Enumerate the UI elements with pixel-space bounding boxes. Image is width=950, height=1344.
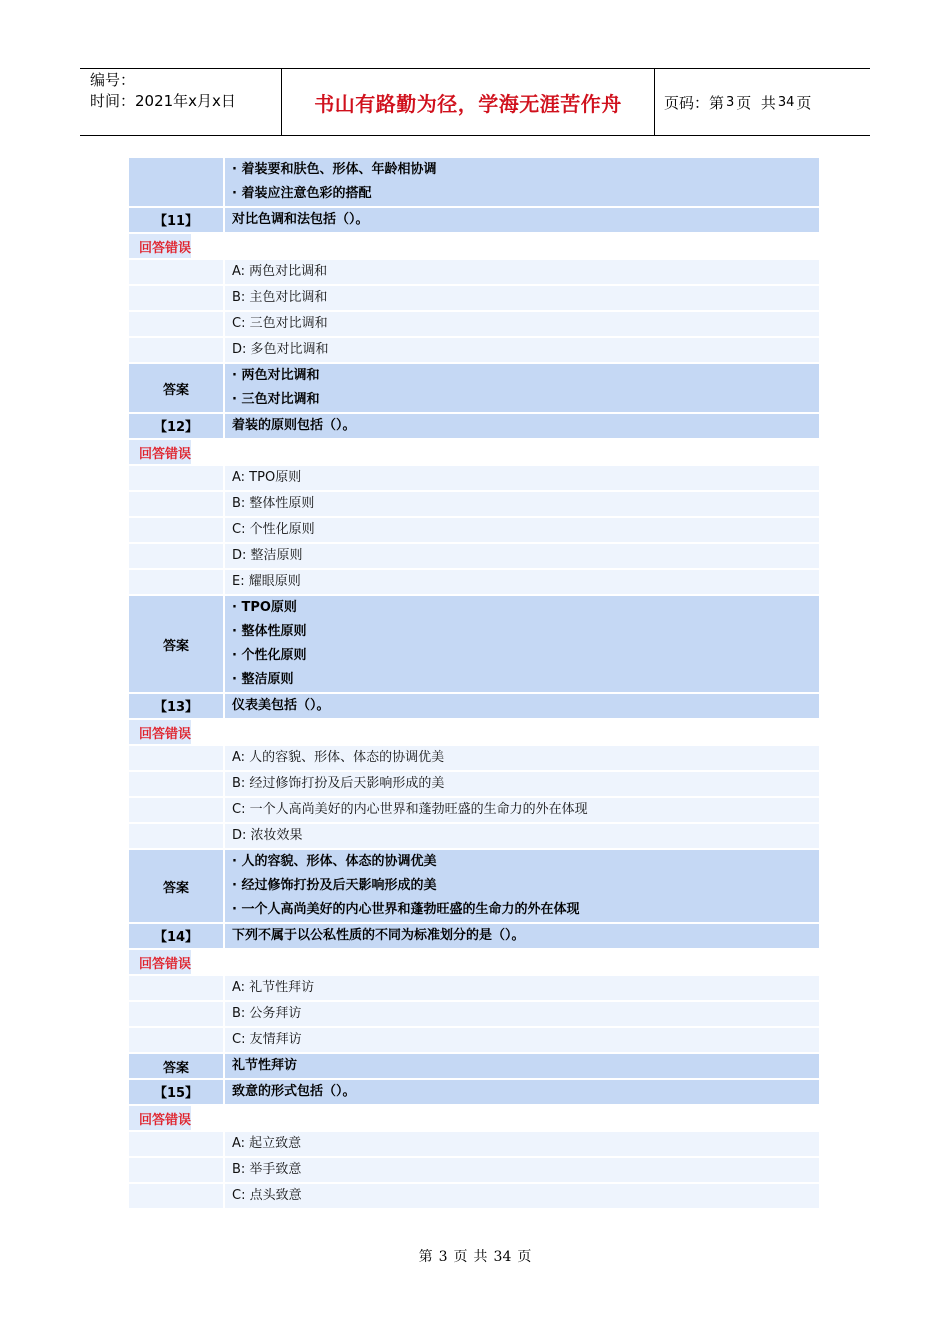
option-row xyxy=(129,976,819,1002)
option-cell xyxy=(223,1132,819,1156)
footer-current: 3 xyxy=(438,1249,448,1265)
option-spacer xyxy=(129,1028,223,1052)
option-spacer xyxy=(129,1184,223,1208)
answer-cell xyxy=(223,596,819,692)
answer-row xyxy=(129,850,819,924)
option-spacer xyxy=(129,518,223,542)
answer-cell xyxy=(223,1054,819,1078)
option-text: C: 一个人高尚美好的内心世界和蓬勃旺盛的生命力的外在体现 xyxy=(232,802,588,817)
option-cell xyxy=(223,518,819,542)
serial-label: 编号： xyxy=(90,71,136,89)
question-row xyxy=(129,414,819,440)
question-text: 着装的原则包括（）。 xyxy=(232,418,356,433)
option-cell xyxy=(223,746,819,770)
option-row xyxy=(129,772,819,798)
option-spacer xyxy=(129,286,223,310)
answer-line: · 人的容貌、形体、体态的协调优美 xyxy=(232,854,437,869)
question-number: 【11】 xyxy=(153,214,199,229)
answer-line: · 一个人高尚美好的内心世界和蓬勃旺盛的生命力的外在体现 xyxy=(232,902,580,917)
answer-row xyxy=(129,1054,819,1080)
footer-total: 34 xyxy=(493,1249,512,1265)
question-number: 【14】 xyxy=(153,930,199,945)
footer-p2: 页 xyxy=(453,1249,468,1265)
answer-line: 礼节性拜访 xyxy=(232,1058,298,1073)
option-row xyxy=(129,260,819,286)
option-spacer xyxy=(129,824,223,848)
answer-row xyxy=(129,596,819,694)
footer-p1: 第 xyxy=(418,1249,433,1265)
option-cell xyxy=(223,976,819,1000)
option-spacer xyxy=(129,260,223,284)
answer-line: · 两色对比调和 xyxy=(232,368,320,383)
question-number: 【15】 xyxy=(153,1086,199,1101)
wrong-row xyxy=(129,950,819,976)
option-text: A: TPO原则 xyxy=(232,470,302,485)
prev-answer-cell xyxy=(223,158,819,206)
option-row xyxy=(129,1002,819,1028)
option-spacer xyxy=(129,466,223,490)
quiz-table xyxy=(129,158,819,1210)
option-text: A: 人的容貌、形体、体态的协调优美 xyxy=(232,750,445,765)
wrong-label: 回答错误 xyxy=(129,720,191,744)
prev-answer-line: · 着装要和肤色、形体、年龄相协调 xyxy=(232,162,437,177)
option-text: B: 整体性原则 xyxy=(232,496,315,511)
option-spacer xyxy=(129,570,223,594)
option-spacer xyxy=(129,338,223,362)
answer-label: 答案 xyxy=(162,1060,189,1076)
option-text: A: 两色对比调和 xyxy=(232,264,328,279)
option-row xyxy=(129,312,819,338)
page-mid: 页 共 xyxy=(736,93,776,112)
option-row xyxy=(129,746,819,772)
footer-p3: 共 xyxy=(473,1249,488,1265)
option-text: C: 友情拜访 xyxy=(232,1032,302,1047)
option-row xyxy=(129,518,819,544)
answer-label: 答案 xyxy=(162,880,189,896)
answer-line: · 整体性原则 xyxy=(232,624,307,639)
option-text: D: 多色对比调和 xyxy=(232,342,329,357)
wrong-label: 回答错误 xyxy=(129,950,191,974)
option-spacer xyxy=(129,544,223,568)
option-text: D: 整洁原则 xyxy=(232,548,303,563)
option-text: A: 礼节性拜访 xyxy=(232,980,315,995)
option-text: C: 点头致意 xyxy=(232,1188,302,1203)
question-row xyxy=(129,924,819,950)
answer-label: 答案 xyxy=(162,382,189,398)
option-spacer xyxy=(129,312,223,336)
option-text: D: 浓妆效果 xyxy=(232,828,303,843)
option-cell xyxy=(223,544,819,568)
header-page-info xyxy=(664,68,811,136)
answer-line: · 经过修饰打扮及后天影响形成的美 xyxy=(232,878,437,893)
option-spacer xyxy=(129,1132,223,1156)
page-total: 34 xyxy=(777,94,795,110)
answer-line: · 个性化原则 xyxy=(232,648,307,663)
page-footer xyxy=(0,1246,950,1266)
header-motto: 书山有路勤为径，学海无涯苦作舟 xyxy=(314,91,622,116)
footer-p4: 页 xyxy=(517,1249,532,1265)
option-row xyxy=(129,286,819,312)
question-row xyxy=(129,208,819,234)
header-meta xyxy=(90,70,236,112)
option-cell xyxy=(223,1184,819,1208)
option-cell xyxy=(223,492,819,516)
option-cell xyxy=(223,338,819,362)
question-text: 仪表美包括（）。 xyxy=(232,698,330,713)
option-row xyxy=(129,544,819,570)
wrong-label: 回答错误 xyxy=(129,234,191,258)
prev-answer-line: · 着装应注意色彩的搭配 xyxy=(232,186,372,201)
question-text-cell xyxy=(223,208,819,232)
prev-answer-label-cell xyxy=(129,158,223,206)
option-cell xyxy=(223,798,819,822)
page-suffix: 页 xyxy=(796,93,812,112)
option-cell xyxy=(223,312,819,336)
option-row xyxy=(129,1158,819,1184)
option-spacer xyxy=(129,492,223,516)
question-text-cell xyxy=(223,924,819,948)
wrong-row xyxy=(129,234,819,260)
header-divider-right xyxy=(654,68,655,136)
option-spacer xyxy=(129,746,223,770)
option-cell xyxy=(223,466,819,490)
option-row xyxy=(129,798,819,824)
option-spacer xyxy=(129,976,223,1000)
wrong-row xyxy=(129,1106,819,1132)
option-text: C: 三色对比调和 xyxy=(232,316,328,331)
wrong-label: 回答错误 xyxy=(129,1106,191,1130)
page-prefix: 页码：第 xyxy=(664,93,725,112)
option-cell xyxy=(223,1028,819,1052)
option-spacer xyxy=(129,798,223,822)
option-cell xyxy=(223,1002,819,1026)
option-cell xyxy=(223,570,819,594)
question-text-cell xyxy=(223,414,819,438)
option-row xyxy=(129,570,819,596)
option-text: B: 主色对比调和 xyxy=(232,290,328,305)
option-spacer xyxy=(129,1002,223,1026)
option-cell xyxy=(223,1158,819,1182)
wrong-label: 回答错误 xyxy=(129,440,191,464)
page-current: 3 xyxy=(726,94,735,110)
option-spacer xyxy=(129,772,223,796)
answer-row xyxy=(129,364,819,414)
question-number: 【13】 xyxy=(153,700,199,715)
answer-label: 答案 xyxy=(162,638,189,654)
option-row xyxy=(129,824,819,850)
option-text: B: 经过修饰打扮及后天影响形成的美 xyxy=(232,776,445,791)
time-label: 时间：2021年x月x日 xyxy=(90,92,236,110)
question-text: 对比色调和法包括（）。 xyxy=(232,212,369,227)
question-row xyxy=(129,694,819,720)
prev-answer-row xyxy=(129,158,819,208)
answer-cell xyxy=(223,364,819,412)
option-text: B: 举手致意 xyxy=(232,1162,302,1177)
option-text: A: 起立致意 xyxy=(232,1136,302,1151)
option-cell xyxy=(223,260,819,284)
wrong-row xyxy=(129,720,819,746)
option-text: B: 公务拜访 xyxy=(232,1006,302,1021)
option-cell xyxy=(223,824,819,848)
question-text-cell xyxy=(223,694,819,718)
question-text: 下列不属于以公私性质的不同为标准划分的是（）。 xyxy=(232,928,525,943)
option-row xyxy=(129,338,819,364)
answer-line: · 整洁原则 xyxy=(232,672,294,687)
option-row xyxy=(129,492,819,518)
option-cell xyxy=(223,286,819,310)
answer-line: · TPO原则 xyxy=(232,600,297,615)
option-spacer xyxy=(129,1158,223,1182)
question-number: 【12】 xyxy=(153,420,199,435)
option-row xyxy=(129,1132,819,1158)
answer-line: · 三色对比调和 xyxy=(232,392,320,407)
question-row xyxy=(129,1080,819,1106)
option-row xyxy=(129,1184,819,1210)
wrong-row xyxy=(129,440,819,466)
answer-cell xyxy=(223,850,819,922)
option-cell xyxy=(223,772,819,796)
question-text-cell xyxy=(223,1080,819,1104)
option-text: E: 耀眼原则 xyxy=(232,574,301,589)
option-row xyxy=(129,466,819,492)
option-row xyxy=(129,1028,819,1054)
question-text: 致意的形式包括（）。 xyxy=(232,1084,356,1099)
option-text: C: 个性化原则 xyxy=(232,522,315,537)
